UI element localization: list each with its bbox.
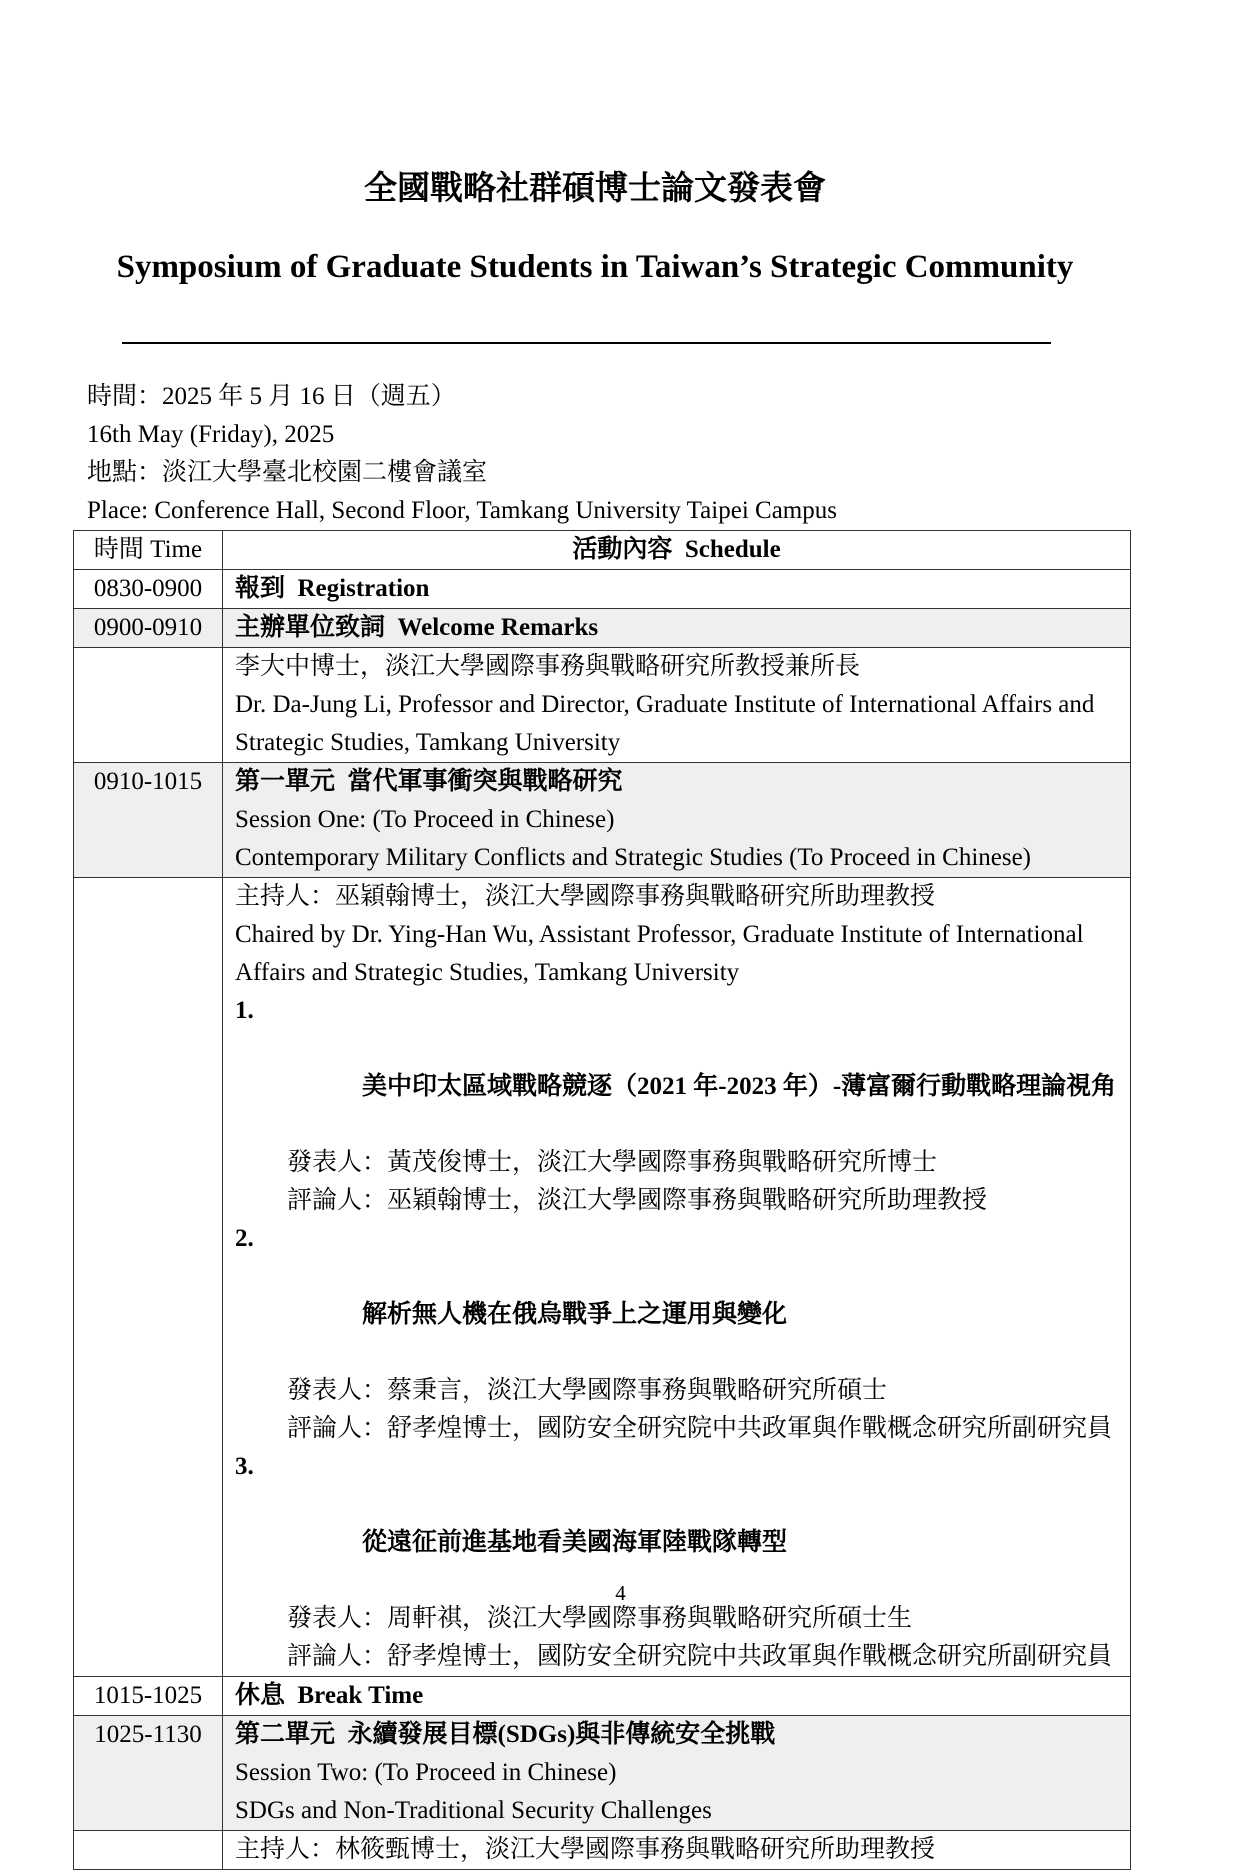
content-cell [223,648,1131,763]
event-place-zh: 地點：淡江大學臺北校園二樓會議室 [87,459,488,486]
row-registration [74,570,1131,609]
paper-1-discussant: 評論人：巫穎翰博士，淡江大學國際事務與戰略研究所助理教授 [287,1187,988,1214]
time-cell-empty [74,648,223,763]
row-session-one-detail [74,878,1131,1677]
paper-3-number: 3. [235,1453,254,1480]
chair-line-en-cont: Affairs and Strategic Studies, Tamkang University [235,959,740,986]
event-place-en: Place: Conference Hall, Second Floor, Tamkang University Taipei Campus [87,497,837,524]
content-cell [223,1677,1131,1716]
paper-1-presenter: 發表人：黃茂俊博士，淡江大學國際事務與戰略研究所博士 [287,1149,938,1176]
session-two-chair: 主持人：林筱甄博士，淡江大學國際事務與戰略研究所助理教授 [235,1836,936,1863]
time-cell-empty [74,1831,223,1870]
paper-3-presenter: 發表人：周軒祺，淡江大學國際事務與戰略研究所碩士生 [287,1605,913,1632]
title-divider [122,342,1051,344]
session-one-subtitle: Session One: (To Proceed in Chinese) [235,806,615,833]
row-welcome-speaker [74,648,1131,763]
speaker-line-en: Dr. Da-Jung Li, Professor and Director, Graduate Institute of International Affairs and [235,691,1095,718]
paper-1-title: 美中印太區域戰略競逐（2021 年-2023 年）-薄富爾行動戰略理論視角 [362,1073,1117,1100]
registration-title: 報到 Registration [235,575,430,602]
page-number: 4 [615,1581,626,1605]
time-cell: 1025-1130 [74,1716,223,1831]
session-two-title: 第二單元 永續發展目標(SDGs)與非傳統安全挑戰 [235,1721,776,1748]
event-date-zh: 時間：2025 年 5 月 16 日（週五） [87,383,456,410]
paper-3-discussant: 評論人：舒孝煌博士，國防安全研究院中共政軍與作戰概念研究所副研究員 [287,1643,1113,1670]
content-cell [223,878,1131,1677]
session-two-title-en: SDGs and Non-Traditional Security Challenges [235,1797,712,1824]
title-chinese: 全國戰略社群碩博士論文發表會 [364,171,826,207]
paper-2-title-row [235,1220,1118,1372]
schedule-header-row [74,531,1131,570]
chair-line-zh: 主持人：巫穎翰博士，淡江大學國際事務與戰略研究所助理教授 [235,883,936,910]
row-welcome [74,609,1131,648]
row-session-two-detail [74,1831,1131,1870]
title-english: Symposium of Graduate Students in Taiwan’s Strategic Community [116,249,1074,285]
row-session-two [74,1716,1131,1831]
paper-2-presenter: 發表人：蔡秉言，淡江大學國際事務與戰略研究所碩士 [287,1377,888,1404]
content-cell [223,763,1131,878]
paper-2-title: 解析無人機在俄烏戰爭上之運用與變化 [362,1301,788,1328]
paper-2-number: 2. [235,1225,254,1252]
row-break [74,1677,1131,1716]
welcome-title: 主辦單位致詞 Welcome Remarks [235,614,599,641]
schedule-table [73,530,1131,1870]
content-cell [223,570,1131,609]
chair-line-en: Chaired by Dr. Ying-Han Wu, Assistant Professor, Graduate Institute of International [235,921,1084,948]
time-cell: 0910-1015 [74,763,223,878]
time-cell: 0830-0900 [74,570,223,609]
session-one-title: 第一單元 當代軍事衝突與戰略研究 [235,768,623,795]
paper-1-title-row [235,992,1118,1144]
session-one-title-en: Contemporary Military Conflicts and Strategic Studies (To Proceed in Chinese) [235,844,1032,871]
time-cell: 0900-0910 [74,609,223,648]
time-cell: 1015-1025 [74,1677,223,1716]
paper-1-number: 1. [235,997,254,1024]
content-cell [223,609,1131,648]
header-time: 時間 Time [74,531,223,570]
session-two-subtitle: Session Two: (To Proceed in Chinese) [235,1759,617,1786]
paper-3-title: 從遠征前進基地看美國海軍陸戰隊轉型 [362,1529,788,1556]
header-schedule: 活動內容 Schedule [223,531,1131,570]
speaker-line-en-cont: Strategic Studies, Tamkang University [235,729,621,756]
paper-2-discussant: 評論人：舒孝煌博士，國防安全研究院中共政軍與作戰概念研究所副研究員 [287,1415,1113,1442]
content-cell [223,1716,1131,1831]
time-cell-empty [74,878,223,1677]
event-info [87,378,837,530]
row-session-one [74,763,1131,878]
speaker-line-zh: 李大中博士，淡江大學國際事務與戰略研究所教授兼所長 [235,653,861,680]
content-cell [223,1831,1131,1870]
event-date-en: 16th May (Friday), 2025 [87,421,335,448]
break-title: 休息 Break Time [235,1682,424,1709]
